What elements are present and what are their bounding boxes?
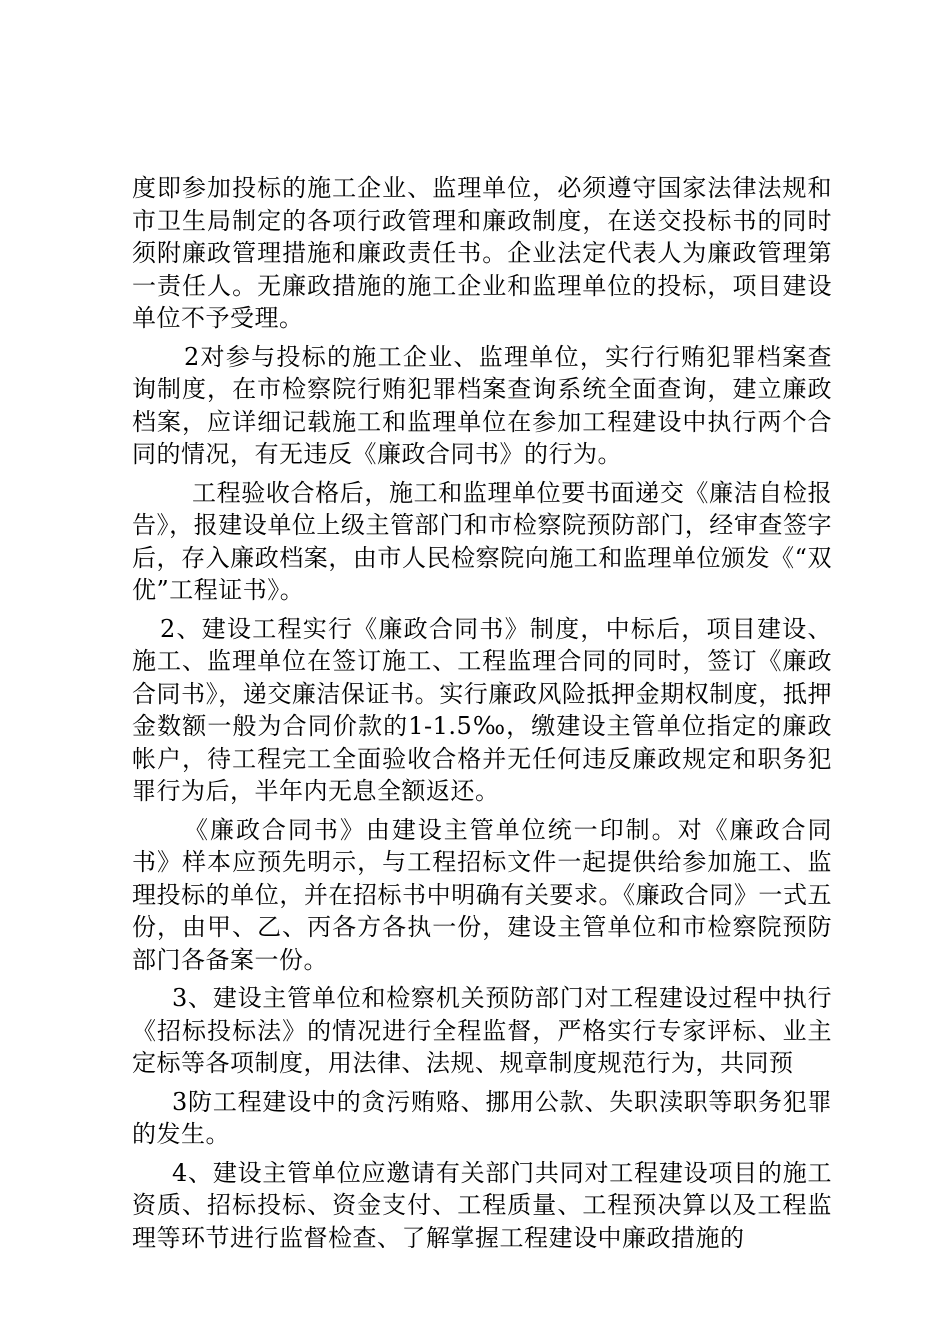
paragraph-1: 度即参加投标的施工企业、监理单位，必须遵守国家法律法规和市卫生局制定的各项行政管理和廉政制度，在送交投标书的同时须附廉政管理措施和廉政责任书。企业法定代表人为廉政管理第一责任人。无廉政措施的施工企业和监理单位的投标，项目建设单位不予受理。 — [132, 174, 832, 332]
paragraph-6: 3、建设主管单位和检察机关预防部门对工程建设过程中执行《招标投标法》的情况进行全程监督，严格实行专家评标、业主定标等各项制度，用法律、法规、规章制度规范行为，共同预 — [132, 984, 832, 1077]
paragraph-3: 工程验收合格后，施工和监理单位要书面递交《廉洁自检报告》，报建设单位上级主管部门和市检察院预防部门，经审查签字后，存入廉政档案，由市人民检察院向施工和监理单位颁发《“双优”工程证书》。 — [132, 478, 832, 604]
document-body — [132, 172, 832, 1260]
paragraph-4: 2、建设工程实行《廉政合同书》制度，中标后，项目建设、施工、监理单位在签订施工、工程监理合同的同时，签订《廉政合同书》，递交廉洁保证书。实行廉政风险抵押金期权制度，抵押金数额一般为合同价款的1-1.5‰，缴建设主管单位指定的廉政帐户，待工程完工全面验收合格并无任何违反廉政规定和职务犯罪行为后，半年内无息全额返还。 — [132, 614, 832, 805]
paragraph-8: 4、建设主管单位应邀请有关部门共同对工程建设项目的施工资质、招标投标、资金支付、工程质量、工程预决算以及工程监理等环节进行监督检查、了解掌握工程建设中廉政措施的 — [132, 1158, 832, 1252]
paragraph-2: 2对参与投标的施工企业、监理单位，实行行贿犯罪档案查询制度，在市检察院行贿犯罪档案查询系统全面查询，建立廉政档案，应详细记载施工和监理单位在参加工程建设中执行两个合同的情况，有无违反《廉政合同书》的行为。 — [132, 342, 832, 468]
paragraph-7: 3防工程建设中的贪污贿赂、挪用公款、失职渎职等职务犯罪的发生。 — [132, 1087, 832, 1148]
paragraph-5: 《廉政合同书》由建设主管单位统一印制。对《廉政合同书》样本应预先明示，与工程招标文件一起提供给参加施工、监理投标的单位，并在招标书中明确有关要求。《廉政合同》一式五份，由甲、乙、丙各方各执一份，建设主管单位和市检察院预防部门各备案一份。 — [132, 815, 832, 974]
